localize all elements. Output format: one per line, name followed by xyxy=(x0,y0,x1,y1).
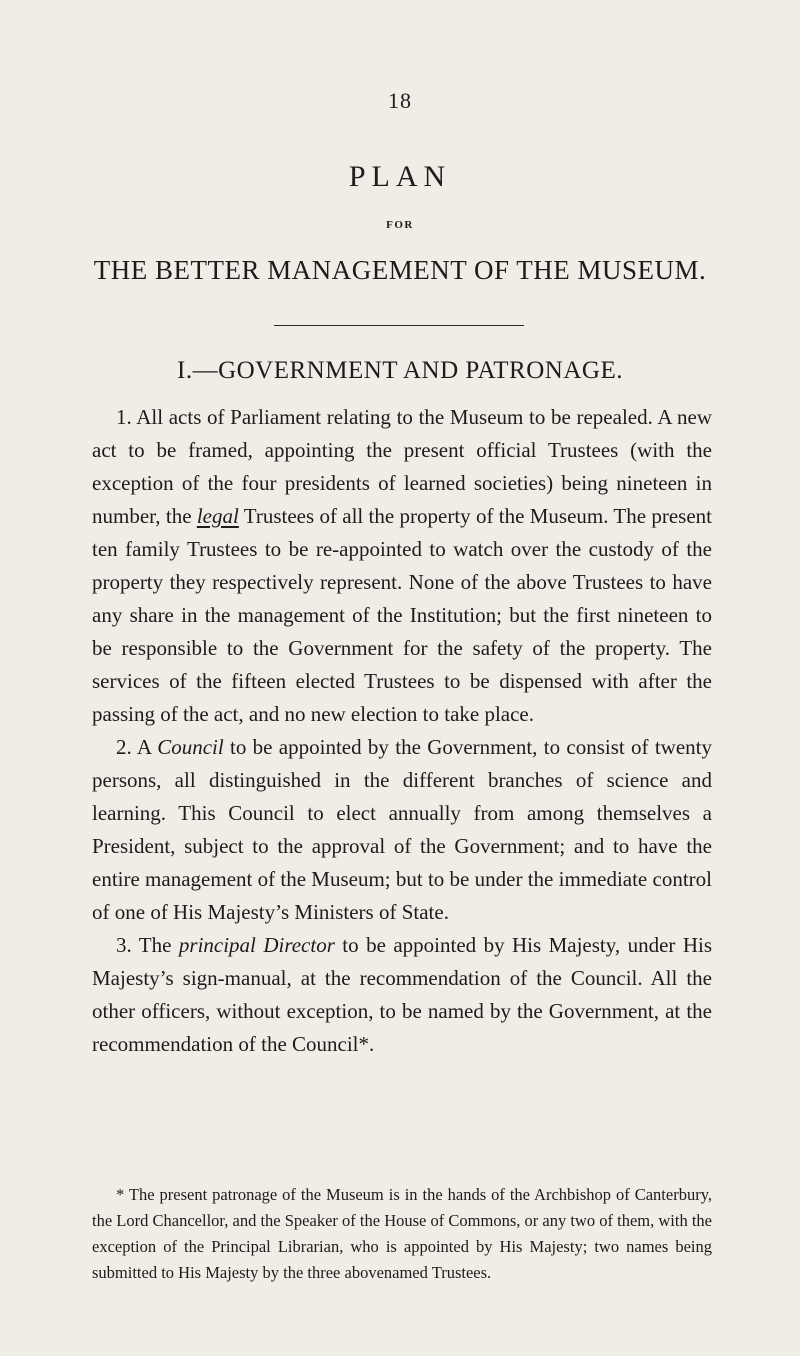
paragraph-3-text-a: 3. The xyxy=(116,933,179,957)
page-number: 18 xyxy=(388,88,412,113)
section-heading: I.—GOVERNMENT AND PATRONAGE. xyxy=(177,357,623,384)
for-label: FOR xyxy=(386,219,414,231)
paragraph-3-emphasis: principal Director xyxy=(178,933,335,957)
footnote xyxy=(92,1182,712,1286)
body-text xyxy=(92,401,712,1061)
paragraph-2-text-b: to be appointed by the Government, to consist of twenty persons, all distinguished in the different branches of science and learning. This Council to elect annually from among themselves a President, subject to the approval of the Government; and to have the entire management of the Museum; but to be under the immediate control of one of His Majesty’s Ministers of State. xyxy=(92,735,712,924)
paragraph-2 xyxy=(92,731,712,929)
paragraph-2-emphasis: Council xyxy=(157,735,224,759)
page-title: THE BETTER MANAGEMENT OF THE MUSEUM. xyxy=(93,255,707,285)
paragraph-1-emphasis: legal xyxy=(196,504,239,528)
footnote-text: * The present patronage of the Museum is in the hands of the Archbishop of Canterbury, the Lord Chancellor, and the Speaker of the House of Commons, or any two of them, with the exception of the Principal Librarian, who is appointed by His Majesty; two names being submitted to His Majesty by the three abovenamed Trustees. xyxy=(92,1185,712,1282)
paragraph-1-text-a: 1. All acts of Parliament relating to the Museum to be repealed. A new act to be framed, appointing the present official Trustees (with the exception of the four presidents of learned societies) being nineteen in number, the xyxy=(92,405,712,528)
plan-heading: PLAN xyxy=(348,160,452,193)
horizontal-rule xyxy=(274,325,524,326)
paragraph-2-text-a: 2. A xyxy=(116,735,158,759)
paragraph-3 xyxy=(92,929,712,1061)
paragraph-1-text-b: Trustees of all the property of the Museum. The present ten family Trustees to be re-appointed to watch over the custody of the property they respectively represent. None of the above Trustees to have any share in the management of the Institution; but the first nineteen to be responsible to the Government for the safety of the property. The services of the fifteen elected Trustees to be dispensed with after the passing of the act, and no new election to take place. xyxy=(92,504,712,726)
paragraph-3-text-b: to be appointed by His Majesty, under His Majesty’s sign-manual, at the recommendation of the Council. All the other officers, without exception, to be named by the Government, at the recommendation of the Council*. xyxy=(92,933,712,1056)
paragraph-1 xyxy=(92,401,712,731)
